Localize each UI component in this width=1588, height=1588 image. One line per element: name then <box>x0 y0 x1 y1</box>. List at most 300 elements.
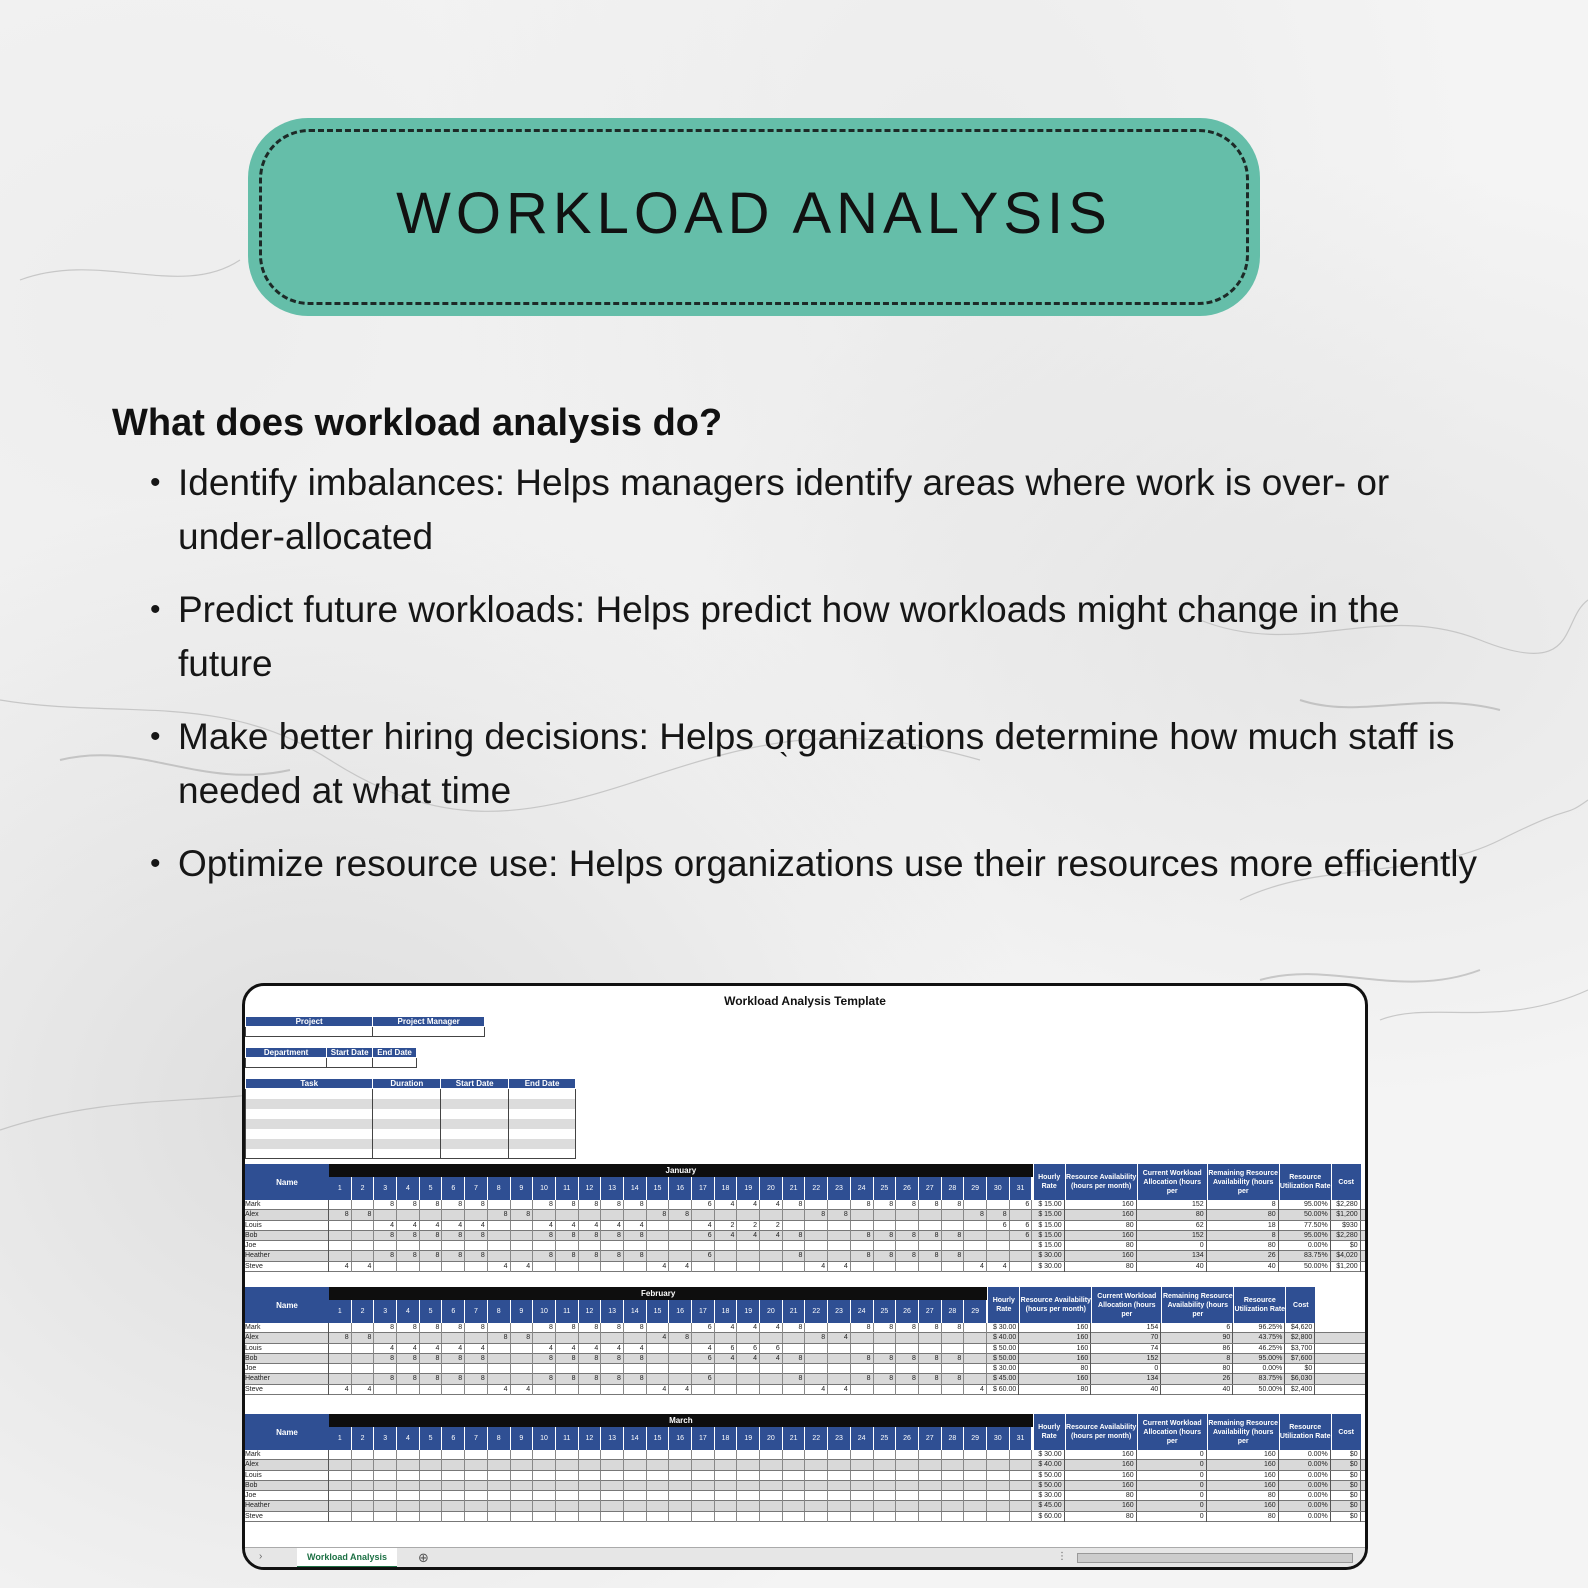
summary-cell[interactable]: $ 40.00 <box>1033 1460 1065 1470</box>
hours-cell[interactable] <box>624 1481 647 1491</box>
hours-cell[interactable]: 4 <box>964 1262 987 1272</box>
hours-cell[interactable]: 4 <box>828 1333 851 1343</box>
hours-cell[interactable]: 6 <box>692 1231 715 1241</box>
summary-cell[interactable]: $0 <box>1331 1512 1361 1522</box>
hours-cell[interactable] <box>828 1512 851 1522</box>
hours-cell[interactable]: 8 <box>647 1210 670 1220</box>
hours-cell[interactable]: 8 <box>783 1323 806 1333</box>
hours-cell[interactable]: 8 <box>397 1251 420 1261</box>
hours-cell[interactable]: 8 <box>783 1200 806 1210</box>
hours-cell[interactable] <box>352 1241 375 1251</box>
hours-cell[interactable]: 6 <box>692 1354 715 1364</box>
hours-cell[interactable] <box>511 1241 534 1251</box>
hours-cell[interactable] <box>1010 1210 1033 1220</box>
hours-cell[interactable] <box>420 1241 443 1251</box>
hours-cell[interactable] <box>397 1262 420 1272</box>
hours-cell[interactable] <box>760 1364 783 1374</box>
hours-cell[interactable] <box>488 1450 511 1460</box>
hours-cell[interactable]: 4 <box>760 1200 783 1210</box>
hours-cell[interactable] <box>919 1471 942 1481</box>
hours-cell[interactable]: 6 <box>737 1344 760 1354</box>
hours-cell[interactable] <box>715 1460 738 1470</box>
hours-cell[interactable] <box>533 1364 556 1374</box>
hours-cell[interactable] <box>737 1241 760 1251</box>
hours-cell[interactable] <box>1010 1471 1033 1481</box>
hours-cell[interactable] <box>579 1450 602 1460</box>
employee-name[interactable]: Steve <box>245 1385 329 1395</box>
hours-cell[interactable] <box>647 1512 670 1522</box>
summary-cell[interactable]: 40 <box>1161 1385 1233 1395</box>
summary-cell[interactable]: 0 <box>1137 1491 1207 1501</box>
hours-cell[interactable] <box>579 1262 602 1272</box>
hours-cell[interactable] <box>964 1333 987 1343</box>
summary-cell[interactable]: $ 30.00 <box>987 1364 1019 1374</box>
hours-cell[interactable]: 4 <box>828 1262 851 1272</box>
employee-name[interactable]: Bob <box>245 1231 329 1241</box>
hours-cell[interactable]: 8 <box>420 1374 443 1384</box>
hours-cell[interactable]: 4 <box>556 1221 579 1231</box>
hours-cell[interactable] <box>533 1460 556 1470</box>
summary-cell[interactable]: 80 <box>1137 1210 1207 1220</box>
hours-cell[interactable] <box>624 1241 647 1251</box>
hours-cell[interactable] <box>896 1385 919 1395</box>
hours-cell[interactable] <box>352 1200 375 1210</box>
hours-cell[interactable] <box>874 1262 897 1272</box>
hours-cell[interactable] <box>760 1374 783 1384</box>
hours-cell[interactable]: 4 <box>488 1385 511 1395</box>
hours-cell[interactable]: 4 <box>488 1262 511 1272</box>
hours-cell[interactable]: 8 <box>465 1323 488 1333</box>
hours-cell[interactable] <box>488 1481 511 1491</box>
hours-cell[interactable] <box>805 1323 828 1333</box>
hours-cell[interactable] <box>465 1333 488 1343</box>
add-sheet-icon[interactable]: ⊕ <box>418 1550 429 1565</box>
hours-cell[interactable]: 4 <box>647 1385 670 1395</box>
hours-cell[interactable] <box>851 1512 874 1522</box>
hours-cell[interactable] <box>488 1354 511 1364</box>
hours-cell[interactable] <box>896 1364 919 1374</box>
hours-cell[interactable] <box>692 1364 715 1374</box>
hours-cell[interactable] <box>669 1241 692 1251</box>
summary-cell[interactable]: 160 <box>1207 1471 1279 1481</box>
hours-cell[interactable] <box>511 1450 534 1460</box>
hours-cell[interactable]: 8 <box>624 1354 647 1364</box>
hours-cell[interactable] <box>669 1481 692 1491</box>
hours-cell[interactable] <box>942 1210 965 1220</box>
sheet-tab-workload-analysis[interactable]: Workload Analysis <box>297 1548 397 1568</box>
summary-cell[interactable]: $6,030 <box>1285 1374 1315 1384</box>
hours-cell[interactable] <box>942 1344 965 1354</box>
hours-cell[interactable] <box>488 1364 511 1374</box>
summary-cell[interactable]: 8 <box>1161 1354 1233 1364</box>
hours-cell[interactable] <box>851 1344 874 1354</box>
summary-cell[interactable]: $ 50.00 <box>987 1354 1019 1364</box>
hours-cell[interactable] <box>579 1385 602 1395</box>
hours-cell[interactable]: 8 <box>874 1251 897 1261</box>
hours-cell[interactable] <box>329 1200 352 1210</box>
hours-cell[interactable]: 8 <box>420 1354 443 1364</box>
hours-cell[interactable] <box>397 1460 420 1470</box>
hours-cell[interactable] <box>987 1200 1010 1210</box>
hours-cell[interactable] <box>374 1491 397 1501</box>
hours-cell[interactable] <box>715 1210 738 1220</box>
summary-cell[interactable]: 0.00% <box>1279 1481 1331 1491</box>
summary-cell[interactable]: $4,620 <box>1285 1323 1315 1333</box>
hours-cell[interactable] <box>397 1210 420 1220</box>
hours-cell[interactable]: 8 <box>851 1374 874 1384</box>
hours-cell[interactable] <box>579 1210 602 1220</box>
hours-cell[interactable] <box>669 1501 692 1511</box>
hours-cell[interactable] <box>533 1333 556 1343</box>
hours-cell[interactable] <box>442 1512 465 1522</box>
hours-cell[interactable] <box>828 1374 851 1384</box>
hours-cell[interactable]: 8 <box>579 1231 602 1241</box>
hours-cell[interactable] <box>397 1364 420 1374</box>
summary-cell[interactable]: 0 <box>1137 1241 1207 1251</box>
hours-cell[interactable] <box>420 1210 443 1220</box>
hours-cell[interactable] <box>647 1323 670 1333</box>
hours-cell[interactable]: 8 <box>919 1200 942 1210</box>
summary-cell[interactable]: $ 40.00 <box>987 1333 1019 1343</box>
hours-cell[interactable] <box>465 1471 488 1481</box>
hours-cell[interactable] <box>715 1333 738 1343</box>
hours-cell[interactable] <box>647 1231 670 1241</box>
hours-cell[interactable] <box>896 1512 919 1522</box>
summary-cell[interactable]: 80 <box>1207 1491 1279 1501</box>
hours-cell[interactable] <box>874 1501 897 1511</box>
hours-cell[interactable] <box>442 1491 465 1501</box>
hours-cell[interactable] <box>601 1481 624 1491</box>
hours-cell[interactable]: 4 <box>533 1221 556 1231</box>
hours-cell[interactable] <box>556 1491 579 1501</box>
summary-cell[interactable]: $0 <box>1331 1460 1361 1470</box>
summary-cell[interactable]: 40 <box>1137 1262 1207 1272</box>
summary-cell[interactable]: 0 <box>1137 1471 1207 1481</box>
hours-cell[interactable] <box>420 1481 443 1491</box>
hours-cell[interactable] <box>1010 1512 1033 1522</box>
hours-cell[interactable]: 8 <box>828 1210 851 1220</box>
hours-cell[interactable] <box>874 1333 897 1343</box>
hours-cell[interactable] <box>874 1385 897 1395</box>
hours-cell[interactable]: 4 <box>533 1344 556 1354</box>
hours-cell[interactable]: 4 <box>352 1385 375 1395</box>
hours-cell[interactable]: 8 <box>442 1374 465 1384</box>
hours-cell[interactable] <box>533 1262 556 1272</box>
hours-cell[interactable]: 4 <box>647 1333 670 1343</box>
hours-cell[interactable] <box>397 1450 420 1460</box>
hours-cell[interactable] <box>352 1481 375 1491</box>
hours-cell[interactable] <box>805 1460 828 1470</box>
hours-cell[interactable]: 8 <box>442 1200 465 1210</box>
hours-cell[interactable] <box>692 1262 715 1272</box>
hours-cell[interactable] <box>964 1344 987 1354</box>
summary-cell[interactable]: 43.75% <box>1233 1333 1285 1343</box>
hours-cell[interactable] <box>352 1354 375 1364</box>
hours-cell[interactable] <box>579 1512 602 1522</box>
hours-cell[interactable] <box>488 1241 511 1251</box>
hours-cell[interactable] <box>420 1491 443 1501</box>
hours-cell[interactable] <box>601 1241 624 1251</box>
hours-cell[interactable] <box>556 1210 579 1220</box>
hours-cell[interactable] <box>352 1221 375 1231</box>
hours-cell[interactable]: 8 <box>601 1374 624 1384</box>
hours-cell[interactable] <box>692 1501 715 1511</box>
hours-cell[interactable] <box>783 1333 806 1343</box>
hours-cell[interactable] <box>874 1471 897 1481</box>
hours-cell[interactable] <box>397 1471 420 1481</box>
hours-cell[interactable] <box>692 1471 715 1481</box>
hours-cell[interactable] <box>420 1333 443 1343</box>
hours-cell[interactable] <box>669 1512 692 1522</box>
hours-cell[interactable]: 8 <box>896 1323 919 1333</box>
hours-cell[interactable] <box>896 1471 919 1481</box>
hours-cell[interactable] <box>420 1460 443 1470</box>
hours-cell[interactable]: 4 <box>669 1385 692 1395</box>
hours-cell[interactable]: 8 <box>942 1251 965 1261</box>
hours-cell[interactable]: 8 <box>374 1374 397 1384</box>
hours-cell[interactable] <box>783 1512 806 1522</box>
hours-cell[interactable] <box>511 1364 534 1374</box>
summary-cell[interactable]: 160 <box>1065 1450 1137 1460</box>
hours-cell[interactable]: 4 <box>329 1385 352 1395</box>
hours-cell[interactable] <box>556 1512 579 1522</box>
hours-cell[interactable] <box>647 1344 670 1354</box>
hours-cell[interactable] <box>874 1491 897 1501</box>
hours-cell[interactable]: 4 <box>715 1200 738 1210</box>
hours-cell[interactable] <box>987 1481 1010 1491</box>
hours-cell[interactable]: 6 <box>692 1374 715 1384</box>
hours-cell[interactable] <box>374 1471 397 1481</box>
hours-cell[interactable] <box>601 1471 624 1481</box>
summary-cell[interactable]: $ 30.00 <box>1033 1450 1065 1460</box>
hours-cell[interactable]: 8 <box>420 1323 443 1333</box>
hours-cell[interactable] <box>964 1471 987 1481</box>
hours-cell[interactable] <box>352 1501 375 1511</box>
hours-cell[interactable]: 8 <box>942 1231 965 1241</box>
hours-cell[interactable]: 8 <box>556 1323 579 1333</box>
hours-cell[interactable] <box>919 1364 942 1374</box>
hours-cell[interactable] <box>647 1481 670 1491</box>
hours-cell[interactable] <box>1010 1491 1033 1501</box>
hours-cell[interactable]: 8 <box>420 1200 443 1210</box>
hours-cell[interactable]: 8 <box>374 1323 397 1333</box>
hours-cell[interactable] <box>533 1241 556 1251</box>
hours-cell[interactable] <box>647 1221 670 1231</box>
hours-cell[interactable]: 4 <box>737 1200 760 1210</box>
hours-cell[interactable] <box>669 1200 692 1210</box>
hours-cell[interactable] <box>511 1323 534 1333</box>
hours-cell[interactable] <box>715 1374 738 1384</box>
summary-cell[interactable]: 0 <box>1137 1501 1207 1511</box>
hours-cell[interactable] <box>715 1450 738 1460</box>
hours-cell[interactable] <box>737 1251 760 1261</box>
hours-cell[interactable] <box>465 1262 488 1272</box>
hours-cell[interactable] <box>737 1374 760 1384</box>
hours-cell[interactable] <box>783 1501 806 1511</box>
hours-cell[interactable]: 8 <box>942 1200 965 1210</box>
hours-cell[interactable] <box>442 1364 465 1374</box>
hours-cell[interactable]: 8 <box>851 1251 874 1261</box>
hours-cell[interactable] <box>715 1262 738 1272</box>
hours-cell[interactable] <box>488 1491 511 1501</box>
employee-name[interactable]: Bob <box>245 1481 329 1491</box>
department-cell[interactable] <box>246 1058 327 1068</box>
hours-cell[interactable] <box>760 1262 783 1272</box>
summary-cell[interactable]: 0.00% <box>1279 1491 1331 1501</box>
hours-cell[interactable] <box>987 1231 1010 1241</box>
hours-cell[interactable] <box>374 1262 397 1272</box>
summary-cell[interactable]: 152 <box>1091 1354 1161 1364</box>
hours-cell[interactable]: 8 <box>465 1374 488 1384</box>
hours-cell[interactable] <box>533 1481 556 1491</box>
hours-cell[interactable] <box>601 1364 624 1374</box>
summary-cell[interactable]: $ 60.00 <box>987 1385 1019 1395</box>
hours-cell[interactable] <box>783 1450 806 1460</box>
hours-cell[interactable]: 8 <box>851 1200 874 1210</box>
hours-cell[interactable] <box>329 1231 352 1241</box>
hours-cell[interactable] <box>352 1344 375 1354</box>
hours-cell[interactable] <box>556 1385 579 1395</box>
hours-cell[interactable] <box>692 1450 715 1460</box>
summary-cell[interactable]: $ 15.00 <box>1033 1231 1065 1241</box>
hours-cell[interactable] <box>805 1200 828 1210</box>
hours-cell[interactable]: 8 <box>533 1323 556 1333</box>
hours-cell[interactable] <box>465 1491 488 1501</box>
hours-cell[interactable]: 4 <box>601 1344 624 1354</box>
hours-cell[interactable] <box>760 1460 783 1470</box>
hours-cell[interactable] <box>465 1364 488 1374</box>
summary-cell[interactable]: 134 <box>1137 1251 1207 1261</box>
hours-cell[interactable] <box>624 1501 647 1511</box>
summary-cell[interactable]: $ 60.00 <box>1033 1512 1065 1522</box>
hours-cell[interactable] <box>851 1501 874 1511</box>
hours-cell[interactable]: 8 <box>374 1200 397 1210</box>
summary-cell[interactable]: $0 <box>1331 1491 1361 1501</box>
hours-cell[interactable] <box>329 1460 352 1470</box>
summary-cell[interactable]: 70 <box>1091 1333 1161 1343</box>
hours-cell[interactable] <box>329 1471 352 1481</box>
summary-cell[interactable]: 77.50% <box>1279 1221 1331 1231</box>
hours-cell[interactable] <box>465 1450 488 1460</box>
hours-cell[interactable]: 4 <box>579 1221 602 1231</box>
hours-cell[interactable] <box>556 1471 579 1481</box>
hours-cell[interactable] <box>488 1374 511 1384</box>
summary-cell[interactable]: 95.00% <box>1279 1200 1331 1210</box>
hours-cell[interactable] <box>828 1501 851 1511</box>
hours-cell[interactable]: 8 <box>805 1333 828 1343</box>
hours-cell[interactable]: 4 <box>737 1231 760 1241</box>
hours-cell[interactable] <box>465 1481 488 1491</box>
summary-cell[interactable]: $ 45.00 <box>1033 1501 1065 1511</box>
hours-cell[interactable] <box>737 1471 760 1481</box>
summary-cell[interactable]: $0 <box>1331 1501 1361 1511</box>
hours-cell[interactable]: 4 <box>715 1354 738 1364</box>
hours-cell[interactable]: 6 <box>692 1200 715 1210</box>
hours-cell[interactable] <box>511 1251 534 1261</box>
hours-cell[interactable] <box>488 1323 511 1333</box>
hours-cell[interactable] <box>964 1481 987 1491</box>
hours-cell[interactable]: 8 <box>420 1231 443 1241</box>
hours-cell[interactable] <box>647 1354 670 1364</box>
summary-cell[interactable]: 80 <box>1065 1241 1137 1251</box>
hours-cell[interactable] <box>352 1323 375 1333</box>
hours-cell[interactable] <box>442 1385 465 1395</box>
hours-cell[interactable] <box>987 1450 1010 1460</box>
hours-cell[interactable]: 4 <box>420 1221 443 1231</box>
hours-cell[interactable] <box>647 1374 670 1384</box>
hours-cell[interactable] <box>919 1460 942 1470</box>
hours-cell[interactable] <box>805 1374 828 1384</box>
hours-cell[interactable] <box>896 1262 919 1272</box>
hours-cell[interactable] <box>828 1323 851 1333</box>
hours-cell[interactable]: 4 <box>465 1344 488 1354</box>
hours-cell[interactable] <box>533 1210 556 1220</box>
hours-cell[interactable]: 4 <box>442 1221 465 1231</box>
hours-cell[interactable]: 8 <box>896 1354 919 1364</box>
summary-cell[interactable]: $ 30.00 <box>987 1323 1019 1333</box>
hours-cell[interactable] <box>352 1491 375 1501</box>
hours-cell[interactable] <box>737 1364 760 1374</box>
employee-name[interactable]: Mark <box>245 1323 329 1333</box>
hours-cell[interactable] <box>964 1221 987 1231</box>
summary-cell[interactable]: 80 <box>1207 1241 1279 1251</box>
summary-cell[interactable]: 0.00% <box>1233 1364 1285 1374</box>
hours-cell[interactable] <box>1010 1251 1033 1261</box>
hours-cell[interactable] <box>715 1501 738 1511</box>
hours-cell[interactable] <box>624 1460 647 1470</box>
hours-cell[interactable] <box>488 1471 511 1481</box>
hours-cell[interactable] <box>783 1364 806 1374</box>
hours-cell[interactable] <box>805 1450 828 1460</box>
hours-cell[interactable] <box>1010 1262 1033 1272</box>
hours-cell[interactable] <box>828 1231 851 1241</box>
hours-cell[interactable]: 4 <box>737 1323 760 1333</box>
hours-cell[interactable] <box>374 1512 397 1522</box>
hours-cell[interactable] <box>647 1501 670 1511</box>
hours-cell[interactable] <box>783 1481 806 1491</box>
summary-cell[interactable]: $ 50.00 <box>1033 1481 1065 1491</box>
hours-cell[interactable] <box>964 1374 987 1384</box>
summary-cell[interactable]: 160 <box>1019 1354 1091 1364</box>
summary-cell[interactable]: 50.00% <box>1279 1210 1331 1220</box>
hours-cell[interactable]: 8 <box>465 1251 488 1261</box>
hours-cell[interactable] <box>874 1364 897 1374</box>
hours-cell[interactable] <box>329 1221 352 1231</box>
summary-cell[interactable]: $0 <box>1331 1481 1361 1491</box>
hours-cell[interactable] <box>942 1333 965 1343</box>
summary-cell[interactable]: 83.75% <box>1279 1251 1331 1261</box>
hours-cell[interactable]: 8 <box>987 1210 1010 1220</box>
summary-cell[interactable]: $3,700 <box>1285 1344 1315 1354</box>
hours-cell[interactable] <box>1010 1460 1033 1470</box>
employee-name[interactable]: Louis <box>245 1344 329 1354</box>
hours-cell[interactable] <box>647 1491 670 1501</box>
hours-cell[interactable] <box>919 1241 942 1251</box>
summary-cell[interactable]: 152 <box>1137 1231 1207 1241</box>
hours-cell[interactable] <box>874 1512 897 1522</box>
hours-cell[interactable] <box>896 1333 919 1343</box>
hours-cell[interactable] <box>964 1323 987 1333</box>
employee-name[interactable]: Louis <box>245 1221 329 1231</box>
hours-cell[interactable]: 2 <box>760 1221 783 1231</box>
hours-cell[interactable] <box>352 1471 375 1481</box>
hours-cell[interactable]: 2 <box>737 1221 760 1231</box>
hours-cell[interactable] <box>874 1450 897 1460</box>
hours-cell[interactable] <box>1010 1450 1033 1460</box>
hours-cell[interactable] <box>601 1501 624 1511</box>
summary-cell[interactable]: 0.00% <box>1279 1460 1331 1470</box>
summary-cell[interactable]: 160 <box>1019 1374 1091 1384</box>
